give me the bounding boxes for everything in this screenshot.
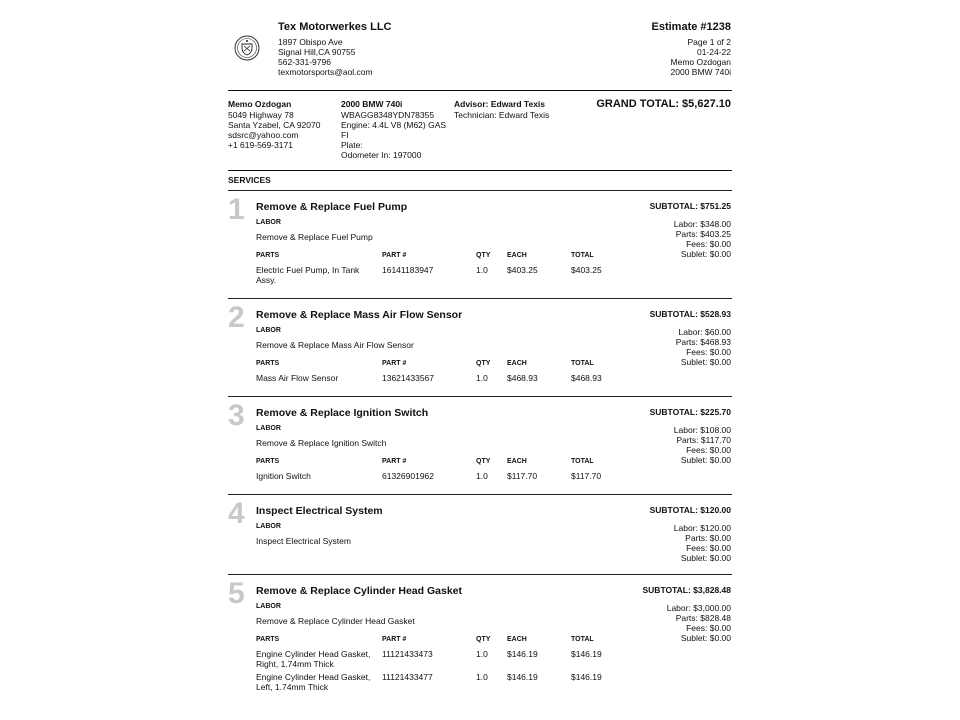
labor-heading: LABOR [256, 425, 281, 432]
shop-address-line2: Signal Hill,CA 90755 [278, 47, 356, 57]
part-number: 61326901962 [382, 471, 435, 481]
labor-amount: Labor: $120.00 [673, 523, 731, 533]
part-qty: 1.0 [476, 471, 488, 481]
labor-amount: Labor: $108.00 [673, 425, 731, 435]
service-divider [228, 298, 732, 299]
service-divider [228, 574, 732, 575]
fees-amount: Fees: $0.00 [686, 543, 731, 553]
parts-table [256, 252, 616, 287]
vehicle-odometer: Odometer In: 197000 [341, 150, 422, 160]
fees-amount: Fees: $0.00 [686, 623, 731, 633]
service-cost-breakdown [667, 603, 731, 643]
parts-table [256, 636, 616, 694]
part-number: 16141183947 [382, 265, 434, 275]
sublet-amount: Sublet: $0.00 [680, 357, 731, 367]
service-subtotal: SUBTOTAL: $120.00 [649, 505, 731, 515]
customer-info [228, 99, 320, 150]
shop-seal-logo-icon [234, 35, 260, 61]
vehicle-info [341, 99, 446, 160]
part-number: 11121433473 [382, 649, 433, 659]
labor-heading: LABOR [256, 523, 281, 530]
service-title: Remove & Replace Cylinder Head Gasket [256, 585, 463, 597]
service-divider [228, 494, 732, 495]
parts-amount: Parts: $468.93 [675, 337, 731, 347]
parts-col-header: PARTS [256, 458, 280, 465]
total-col-header: TOTAL [571, 636, 594, 643]
sublet-amount: Sublet: $0.00 [680, 455, 731, 465]
part-total-price: $146.19 [571, 672, 602, 682]
service-divider [228, 396, 732, 397]
part-qty: 1.0 [476, 265, 488, 275]
service-cost-breakdown [674, 523, 731, 563]
part-row [256, 672, 616, 694]
shop-phone: 562-331-9796 [278, 57, 331, 67]
vehicle-title: 2000 BMW 740i [341, 99, 403, 109]
part-each-price: $117.70 [507, 471, 538, 481]
part-row [256, 471, 616, 483]
part-qty: 1.0 [476, 649, 488, 659]
parts-col-header: PARTS [256, 636, 280, 643]
service-number: 4 [228, 497, 245, 530]
service-title: Remove & Replace Mass Air Flow Sensor [256, 309, 463, 321]
estimate-title: Estimate #1238 [651, 21, 731, 33]
sublet-amount: Sublet: $0.00 [680, 553, 731, 563]
parts-table [256, 360, 616, 385]
vehicle-engine-fuel: FI [341, 130, 349, 140]
parts-amount: Parts: $117.70 [676, 435, 731, 445]
labor-amount: Labor: $60.00 [678, 327, 731, 337]
part-qty: 1.0 [476, 672, 488, 682]
total-col-header: TOTAL [571, 252, 594, 259]
fees-amount: Fees: $0.00 [686, 347, 731, 357]
service-title: Remove & Replace Fuel Pump [256, 201, 408, 213]
service-number: 1 [228, 193, 245, 226]
advisor-info [454, 99, 549, 120]
info-divider [228, 170, 732, 171]
labor-heading: LABOR [256, 603, 281, 610]
part-row [256, 373, 616, 385]
part-number-col-header: PART # [382, 636, 407, 643]
part-row [256, 649, 616, 671]
qty-col-header: QTY [476, 360, 491, 367]
estimate-date: 01-24-22 [696, 47, 731, 57]
customer-email: sdsrc@yahoo.com [228, 130, 299, 140]
part-number: 11121433477 [382, 672, 433, 682]
part-each-price: $146.19 [507, 649, 538, 659]
part-name: Electric Fuel Pump, In Tank Assy. [256, 265, 360, 285]
sublet-amount: Sublet: $0.00 [680, 633, 731, 643]
estimate-vehicle: 2000 BMW 740i [670, 67, 731, 77]
parts-table-header [256, 636, 616, 648]
labor-description: Inspect Electrical System [256, 536, 351, 546]
part-total-price: $117.70 [571, 471, 602, 481]
each-col-header: EACH [507, 360, 527, 367]
part-row [256, 265, 616, 287]
parts-col-header: PARTS [256, 252, 280, 259]
header-divider [228, 90, 732, 91]
labor-description: Remove & Replace Ignition Switch [256, 438, 387, 448]
part-number: 13621433567 [382, 373, 435, 383]
qty-col-header: QTY [476, 252, 491, 259]
labor-amount: Labor: $348.00 [673, 219, 731, 229]
vehicle-engine: Engine: 4.4L V8 (M62) GAS [341, 120, 447, 130]
service-subtotal: SUBTOTAL: $3,828.48 [642, 585, 731, 595]
part-qty: 1.0 [476, 373, 488, 383]
service-title: Inspect Electrical System [256, 505, 383, 517]
part-total-price: $146.19 [571, 649, 602, 659]
vehicle-plate: Plate: [341, 140, 363, 150]
estimate-info [652, 21, 732, 77]
labor-heading: LABOR [256, 219, 281, 226]
shop-email: texmotorsports@aol.com [278, 67, 373, 77]
part-number-col-header: PART # [382, 252, 407, 259]
qty-col-header: QTY [476, 636, 491, 643]
vehicle-vin: WBAGG8348YDN78355 [341, 110, 435, 120]
parts-amount: Parts: $403.25 [675, 229, 731, 239]
customer-phone: +1 619-569-3171 [228, 140, 293, 150]
shop-name: Tex Motorwerkes LLC [278, 21, 392, 33]
service-subtotal: SUBTOTAL: $751.25 [649, 201, 731, 211]
fees-amount: Fees: $0.00 [686, 445, 731, 455]
customer-name: Memo Ozdogan [228, 99, 292, 109]
parts-table-header [256, 252, 616, 264]
shop-address-line1: 1897 Obispo Ave [278, 37, 343, 47]
parts-amount: Parts: $828.48 [675, 613, 731, 623]
parts-table-header [256, 360, 616, 372]
each-col-header: EACH [507, 458, 527, 465]
service-number: 2 [228, 301, 245, 334]
service-number: 5 [228, 577, 245, 610]
qty-col-header: QTY [476, 458, 491, 465]
technician-name: Technician: Edward Texis [454, 110, 550, 120]
labor-description: Remove & Replace Mass Air Flow Sensor [256, 340, 414, 350]
service-subtotal: SUBTOTAL: $225.70 [649, 407, 731, 417]
each-col-header: EACH [507, 636, 527, 643]
page-indicator: Page 1 of 2 [687, 37, 731, 47]
part-total-price: $403.25 [571, 265, 602, 275]
part-each-price: $146.19 [507, 672, 538, 682]
services-divider [228, 190, 732, 191]
part-name: Engine Cylinder Head Gasket, Right, 1.74mm Thick [256, 649, 371, 669]
grand-total: GRAND TOTAL: $5,627.10 [596, 98, 731, 110]
each-col-header: EACH [507, 252, 527, 259]
part-name: Ignition Switch [256, 471, 311, 481]
sublet-amount: Sublet: $0.00 [680, 249, 731, 259]
labor-amount: Labor: $3,000.00 [666, 603, 731, 613]
total-col-header: TOTAL [571, 360, 594, 367]
parts-amount: Parts: $0.00 [685, 533, 731, 543]
customer-address-line1: 5049 Highway 78 [228, 110, 294, 120]
services-heading: SERVICES [228, 175, 271, 185]
part-number-col-header: PART # [382, 458, 407, 465]
part-each-price: $468.93 [507, 373, 538, 383]
labor-description: Remove & Replace Fuel Pump [256, 232, 373, 242]
estimate-customer: Memo Ozdogan [670, 57, 731, 67]
service-cost-breakdown [674, 425, 731, 465]
fees-amount: Fees: $0.00 [686, 239, 731, 249]
parts-table [256, 458, 616, 483]
part-number-col-header: PART # [382, 360, 407, 367]
labor-heading: LABOR [256, 327, 281, 334]
service-number: 3 [228, 399, 245, 432]
labor-description: Remove & Replace Cylinder Head Gasket [256, 616, 415, 626]
service-cost-breakdown [676, 327, 731, 367]
service-cost-breakdown [674, 219, 731, 259]
advisor-name: Advisor: Edward Texis [454, 99, 546, 109]
parts-col-header: PARTS [256, 360, 280, 367]
total-col-header: TOTAL [571, 458, 594, 465]
part-name: Mass Air Flow Sensor [256, 373, 339, 383]
part-name: Engine Cylinder Head Gasket, Left, 1.74mm Thick [256, 672, 371, 692]
parts-table-header [256, 458, 616, 470]
customer-address-line2: Santa Yzabel, CA 92070 [228, 120, 321, 130]
service-subtotal: SUBTOTAL: $528.93 [649, 309, 731, 319]
service-title: Remove & Replace Ignition Switch [256, 407, 429, 419]
part-each-price: $403.25 [507, 265, 538, 275]
shop-info [278, 21, 392, 77]
part-total-price: $468.93 [571, 373, 602, 383]
